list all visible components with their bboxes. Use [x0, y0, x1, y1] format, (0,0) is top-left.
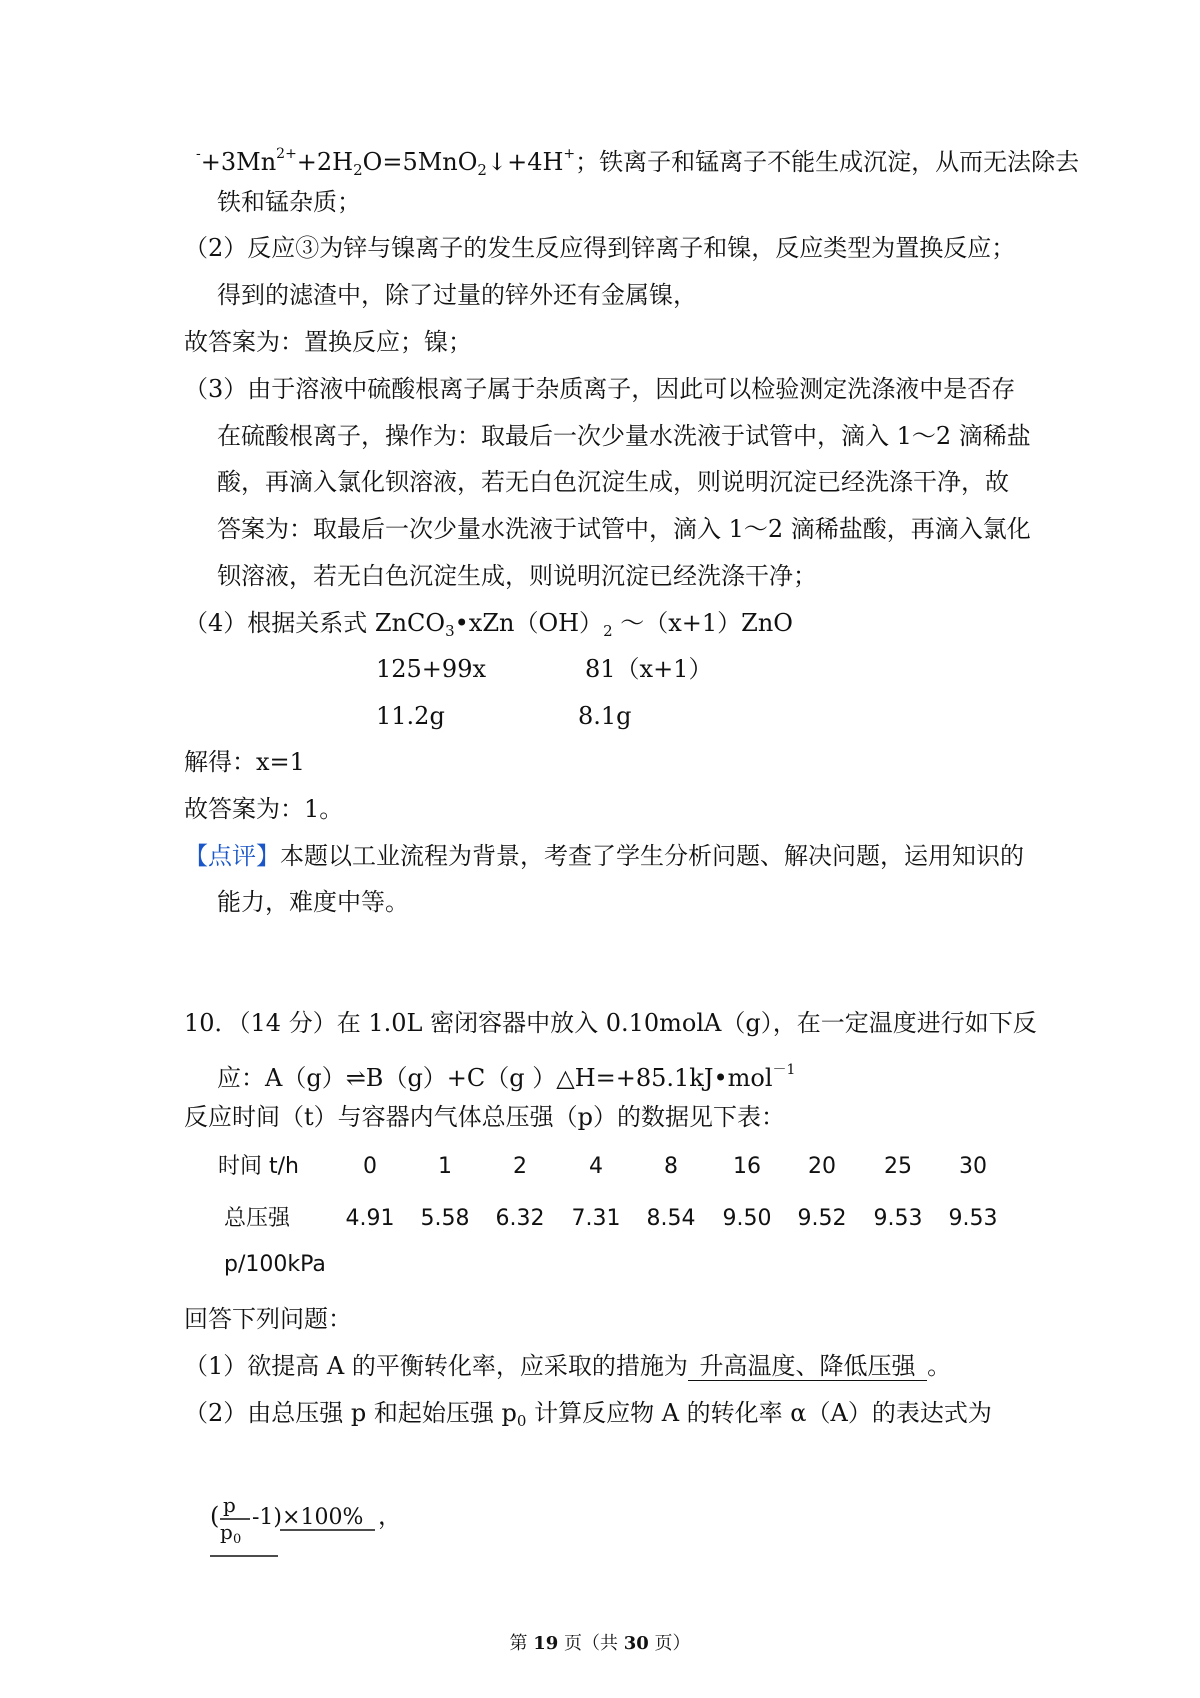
question-10-title: 10．（14 分）在 1.0L 密闭容器中放入 0.10molA（g），在一定温度进行如下反 [184, 1009, 1037, 1037]
table-time-cell: 4 [589, 1154, 603, 1179]
table-pressure-cell: 8.54 [646, 1206, 696, 1231]
line-reaction-equation: $^-+3Mn^{2+}+2H_2O=5MnO_2↓+4H^+$；铁离子和锰离子不能生成沉淀，从而无法除去 [196, 146, 1080, 179]
table-pressure-cell: 5.58 [420, 1206, 470, 1231]
table-time-cell: 8 [664, 1154, 678, 1179]
table-time-cell: 1 [438, 1154, 452, 1179]
table-time-cell: 0 [363, 1154, 377, 1179]
line-8: 酸，再滴入氯化钡溶液，若无白色沉淀生成，则说明沉淀已经洗涤干净，故 [217, 468, 1009, 496]
table-time-cell: 25 [884, 1154, 912, 1179]
conversion-formula [210, 1492, 430, 1558]
table-row2-label: 总压强 [224, 1206, 291, 1231]
answer-blank-1: 升高温度、降低压强 [688, 1352, 927, 1381]
table-time-cell: 20 [808, 1154, 836, 1179]
table-pressure-cell: 7.31 [571, 1206, 621, 1231]
svg-text:0: 0 [233, 1532, 242, 1547]
line-answer: 故答案为：1。 [184, 795, 344, 823]
calc-zno-formula: 81（x+1） [585, 655, 713, 683]
line-5: 故答案为：置换反应；镍； [184, 328, 472, 356]
line-4: 得到的滤渣中，除了过量的锌外还有金属镍， [217, 281, 697, 309]
line-10: 钡溶液，若无白色沉淀生成，则说明沉淀已经洗涤干净； [217, 562, 817, 590]
line-3: （2）反应③为锌与镍离子的发生反应得到锌离子和镍，反应类型为置换反应； [184, 234, 1016, 262]
line-answer-prompt: 回答下列问题： [184, 1305, 352, 1333]
review-line-2: 能力，难度中等。 [217, 888, 409, 916]
review-label: 【点评】 [184, 842, 280, 870]
line-q2: （2）由总压强 p 和起始压强 $p_0$ 计算反应物 A 的转化率 α（A）的表达式为 [184, 1399, 992, 1430]
table-time-cell: 16 [733, 1154, 761, 1179]
line-2: 铁和锰杂质； [217, 188, 361, 216]
page-number: 19 [533, 1633, 559, 1654]
page-footer: 第 19 页（共 30 页） [509, 1633, 691, 1654]
line-solution: 解得：x=1 [184, 748, 305, 776]
line-7: 在硫酸根离子，操作为：取最后一次少量水洗液于试管中，滴入 1～2 滴稀盐 [217, 422, 1031, 450]
table-row1-label: 时间 t/h [218, 1154, 299, 1179]
formula-denominator: p [220, 1520, 233, 1544]
calc-zno-value: 8.1g [578, 702, 632, 730]
formula-numerator: p [223, 1493, 236, 1517]
question-10-table-intro: 反应时间（t）与容器内气体总压强（p）的数据见下表： [184, 1103, 786, 1131]
line-q1: （1）欲提高 A 的平衡转化率，应采取的措施为 升高温度、降低压强 。 [184, 1352, 952, 1380]
line-6: （3）由于溶液中硫酸根离子属于杂质离子，因此可以检验测定洗涤液中是否存 [184, 375, 1016, 403]
calc-mass-value: 11.2g [376, 702, 445, 730]
page-total: 30 [623, 1633, 649, 1654]
table-pressure-cell: 9.53 [948, 1206, 998, 1231]
line-relation: （4）根据关系式 $ZnCO_3•xZn(OH)_2$ ～（x+1）ZnO [184, 609, 793, 640]
table-pressure-cell: 9.53 [873, 1206, 923, 1231]
table-pressure-cell: 9.50 [722, 1206, 772, 1231]
table-time-cell: 2 [513, 1154, 527, 1179]
formula-rest: -1)×100% [252, 1505, 364, 1530]
svg-text:，: ， [378, 1502, 402, 1530]
question-10-reaction: 应：A（g）⇌B（g）+C（g ）△H=+85.1kJ•mol$^{-1}$ [217, 1062, 796, 1092]
calc-mass-formula: 125+99x [376, 655, 486, 683]
formula-svg [210, 1492, 430, 1558]
table-row2-unit: p/100kPa [224, 1252, 326, 1277]
svg-text:(: ( [210, 1502, 220, 1530]
table-pressure-cell: 6.32 [495, 1206, 545, 1231]
review-line: 【点评】本题以工业流程为背景，考查了学生分析问题、解决问题，运用知识的 [184, 842, 1024, 870]
table-pressure-cell: 9.52 [797, 1206, 847, 1231]
data-table [210, 1152, 1030, 1277]
line-9: 答案为：取最后一次少量水洗液于试管中，滴入 1～2 滴稀盐酸，再滴入氯化 [217, 515, 1031, 543]
table-pressure-cell: 4.91 [345, 1206, 395, 1231]
table-time-cell: 30 [959, 1154, 987, 1179]
